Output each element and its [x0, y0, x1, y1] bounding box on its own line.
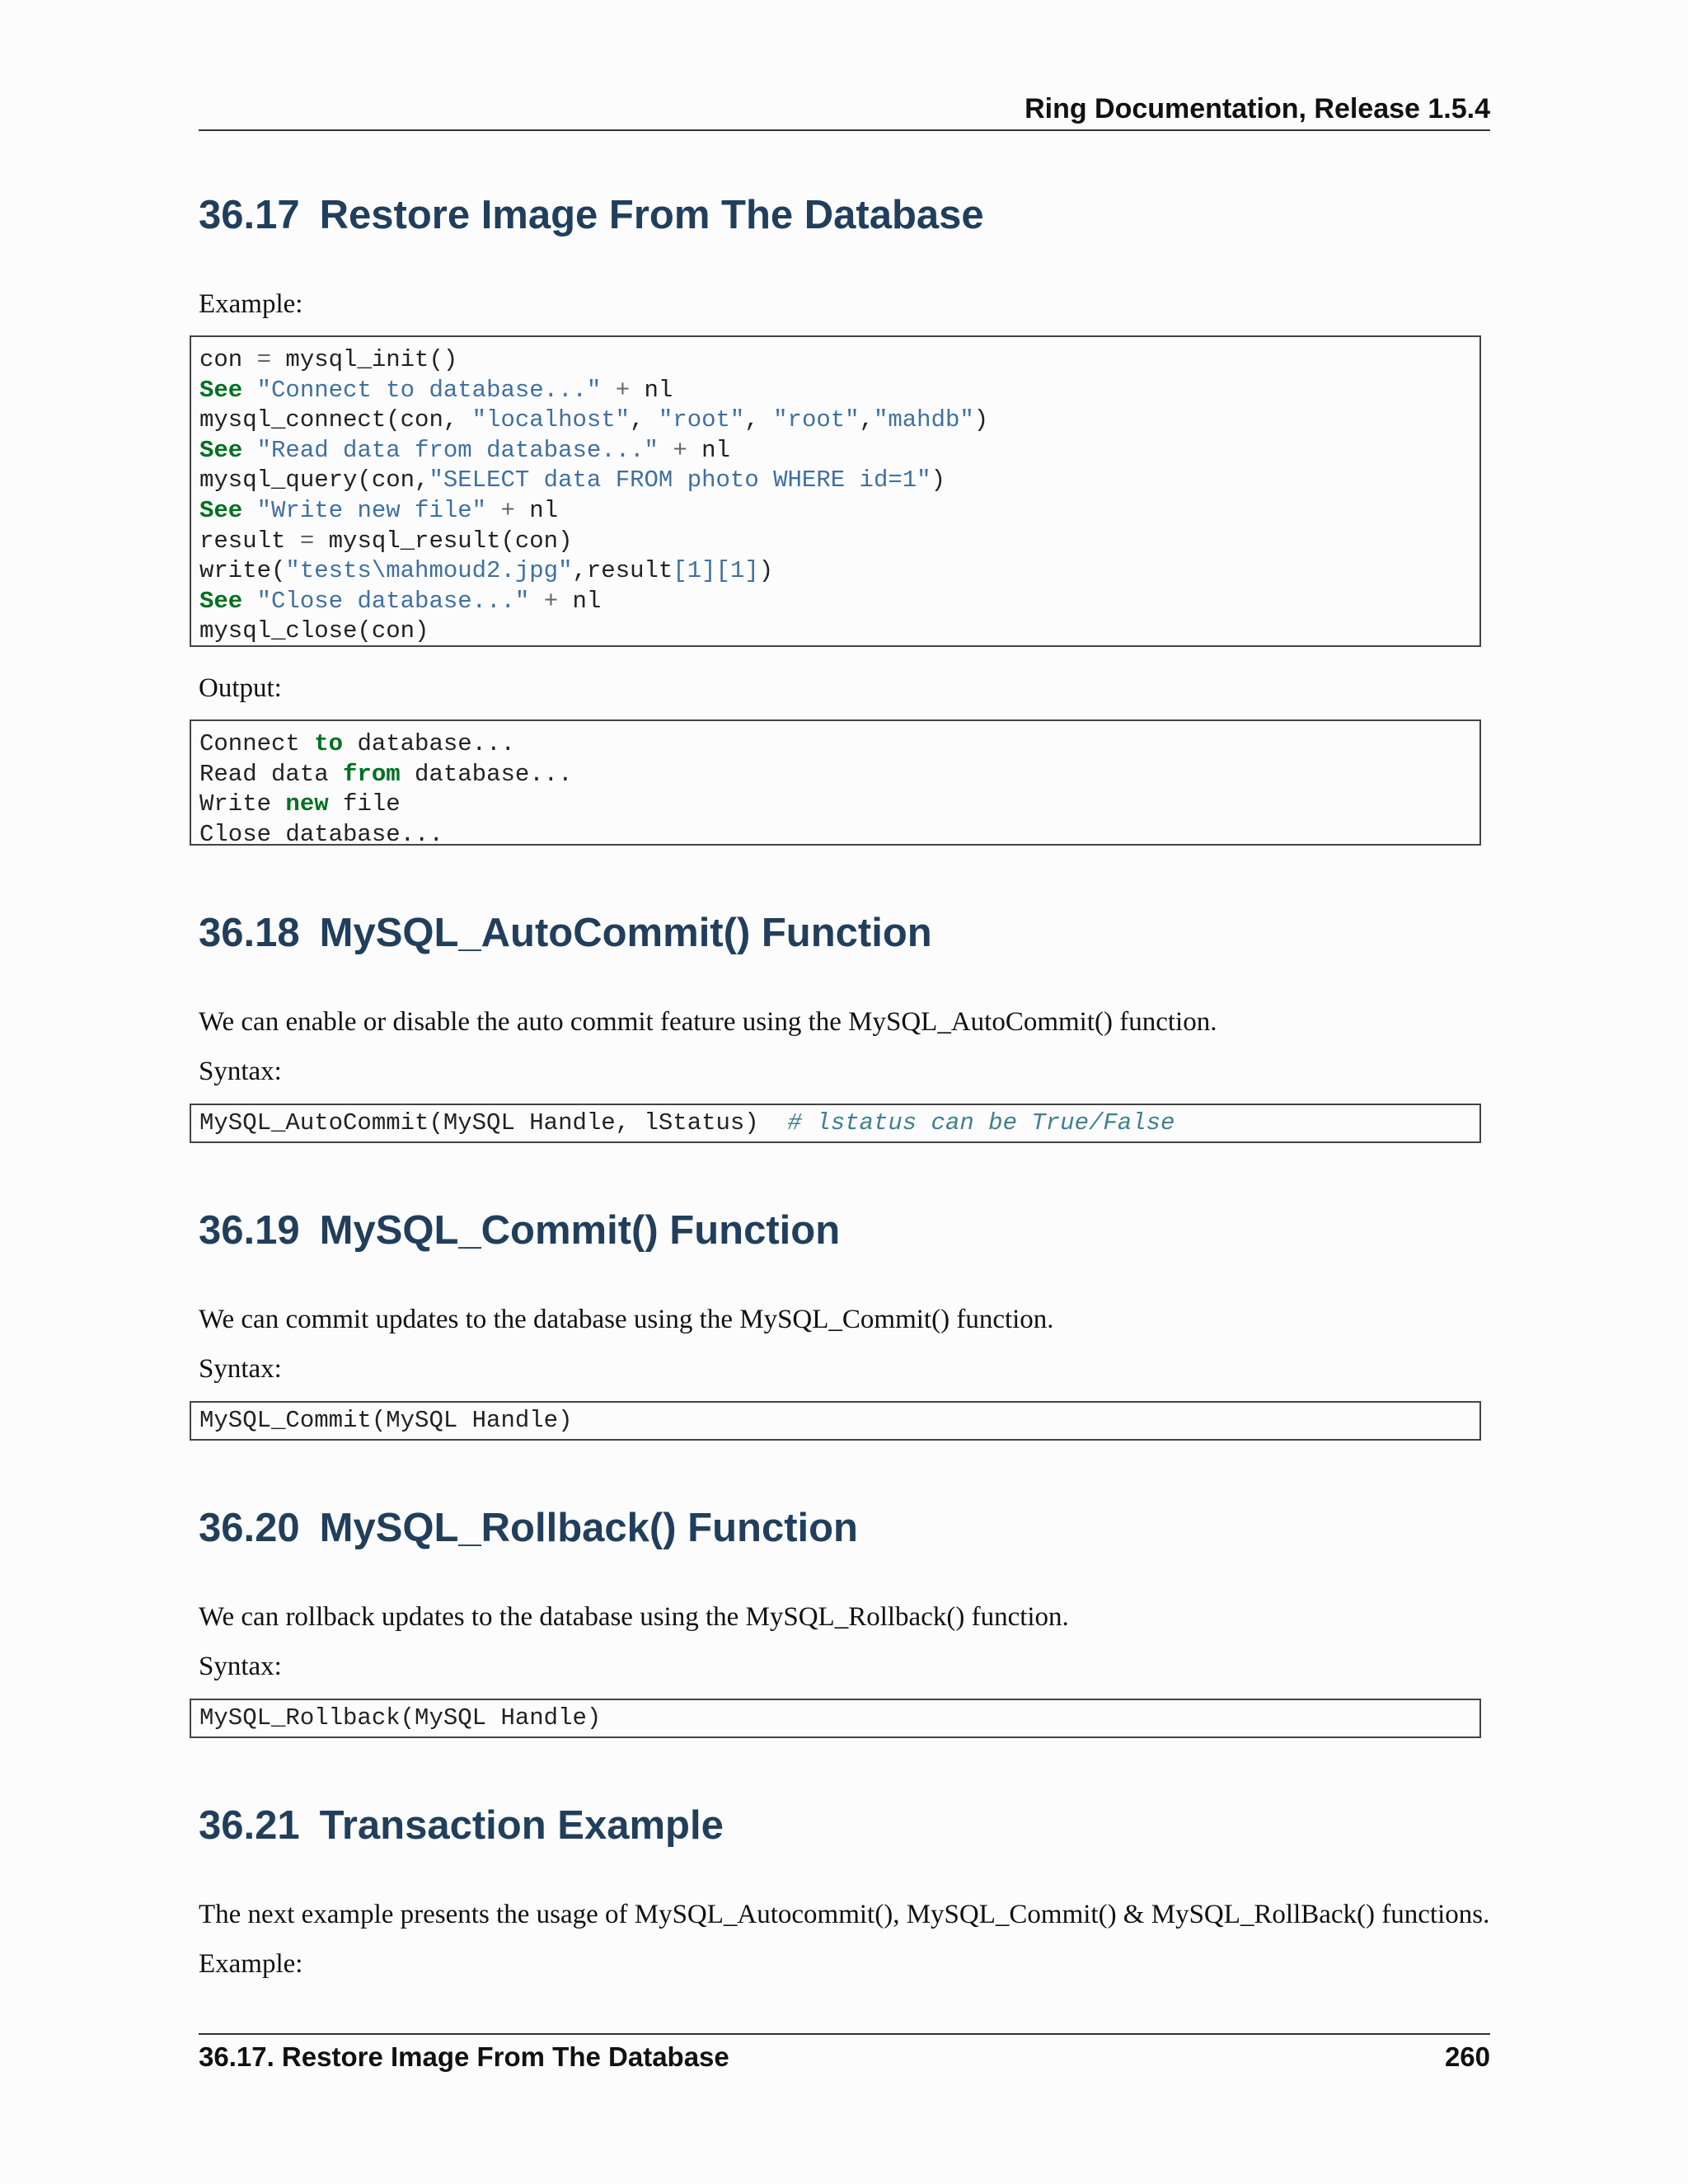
code-token: nl: [558, 587, 602, 615]
code-token: mysql_close(con): [199, 617, 429, 645]
code-token: from: [343, 760, 401, 788]
section-body: We can commit updates to the database using the MySQL_Commit() function.: [199, 1305, 1054, 1334]
code-token: mysql_connect(con,: [199, 406, 472, 434]
syntax-block-rollback: [190, 1699, 1481, 1738]
code-token: +: [615, 376, 631, 404]
section-number: 36.20: [199, 1506, 300, 1550]
code-token: "root": [773, 406, 860, 434]
section-body: The next example presents the usage of MySQL_Autocommit(), MySQL_Commit() & MySQL_RollBack() functions.: [199, 1900, 1490, 1929]
header-divider: [199, 129, 1490, 131]
code-token: [659, 437, 673, 464]
syntax-label: Syntax:: [199, 1652, 282, 1681]
code-token: con: [199, 346, 257, 373]
code-token: See: [199, 496, 243, 524]
code-token: [242, 497, 256, 524]
code-token: See: [199, 436, 243, 464]
section-heading-36-21: [199, 1802, 724, 1849]
code-line: [199, 730, 515, 757]
code-token: # lstatus can be True/False: [787, 1109, 1175, 1137]
syntax-block-autocommit: [190, 1104, 1481, 1143]
code-line: [199, 527, 573, 555]
syntax-block-commit: [190, 1401, 1481, 1441]
footer-section-title: 36.17. Restore Image From The Database: [199, 2041, 729, 2072]
code-line: [199, 437, 730, 464]
footer-divider: [199, 2033, 1490, 2035]
code-token: "Write new file": [256, 496, 487, 524]
code-token: +: [543, 587, 559, 615]
code-token: MySQL_AutoCommit(MySQL Handle, lStatus): [199, 1109, 788, 1137]
section-number: 36.19: [199, 1208, 300, 1253]
output-block: [190, 719, 1481, 846]
code-token: new: [285, 790, 329, 818]
example-label: Example:: [199, 289, 303, 319]
code-token: ,result: [572, 557, 673, 585]
page-number: 260: [1444, 2041, 1490, 2072]
code-line: [199, 1704, 601, 1732]
section-body: We can enable or disable the auto commit feature using the MySQL_AutoCommit() function.: [199, 1007, 1217, 1037]
code-token: ,: [630, 406, 659, 434]
output-label: Output:: [199, 673, 282, 703]
code-token: "tests\mahmoud2.jpg": [285, 557, 573, 585]
code-token: MySQL_Rollback(MySQL Handle): [199, 1704, 602, 1732]
code-token: "Connect to database...": [256, 376, 602, 404]
code-line: [199, 466, 945, 494]
document-page: [199, 0, 1490, 2184]
syntax-label: Syntax:: [199, 1057, 282, 1086]
code-token: "Close database...": [256, 587, 530, 615]
code-token: See: [199, 587, 243, 615]
section-number: 36.21: [199, 1803, 300, 1848]
code-token: Read data: [199, 760, 344, 788]
code-line: [199, 497, 558, 524]
code-token: See: [199, 376, 243, 404]
code-token: [601, 377, 615, 404]
code-token: result: [199, 527, 300, 555]
code-token: ,: [859, 406, 874, 434]
code-block-restore-image: [190, 335, 1481, 647]
code-token: [242, 377, 256, 404]
section-body: We can rollback updates to the database using the MySQL_Rollback() function.: [199, 1602, 1069, 1632]
code-token: [242, 588, 256, 615]
code-line: [199, 761, 573, 788]
code-token: MySQL_Commit(MySQL Handle): [199, 1407, 573, 1434]
code-token: [486, 497, 500, 524]
section-title: MySQL_Rollback() Function: [319, 1506, 858, 1550]
code-token: write(: [199, 557, 286, 585]
code-token: "Read data from database...": [256, 436, 659, 464]
section-heading-36-20: [199, 1505, 858, 1551]
running-header: Ring Documentation, Release 1.5.4: [1025, 93, 1490, 124]
code-token: "mahdb": [873, 406, 974, 434]
code-token: file: [328, 790, 401, 818]
section-heading-36-18: [199, 910, 932, 956]
code-line: [199, 557, 773, 584]
code-token: mysql_result(con): [314, 527, 573, 555]
code-line: [199, 588, 601, 615]
code-token: +: [673, 436, 687, 464]
code-token: "localhost": [471, 406, 631, 434]
code-token: nl: [514, 496, 559, 524]
code-token: [1][1]: [673, 557, 759, 585]
code-token: mysql_init(): [271, 346, 458, 373]
code-token: database...: [400, 760, 573, 788]
code-token: Connect: [199, 730, 315, 757]
code-token: "SELECT data FROM photo WHERE id=1": [429, 466, 931, 494]
code-token: =: [299, 527, 315, 555]
code-token: mysql_query(con,: [199, 466, 429, 494]
code-token: Write: [199, 790, 286, 818]
code-token: to: [314, 730, 344, 757]
section-title: MySQL_AutoCommit() Function: [319, 911, 932, 955]
code-line: [199, 1407, 572, 1434]
syntax-label: Syntax:: [199, 1354, 282, 1384]
code-line: [199, 790, 401, 818]
code-token: ): [758, 557, 774, 585]
code-token: ,: [744, 406, 774, 434]
code-token: "root": [658, 406, 745, 434]
code-line: [199, 617, 429, 644]
code-token: =: [256, 346, 272, 373]
code-token: database...: [343, 730, 515, 757]
section-title: Restore Image From The Database: [319, 193, 984, 237]
section-title: MySQL_Commit() Function: [319, 1208, 841, 1253]
code-token: Close database...: [199, 820, 443, 846]
code-token: ): [931, 466, 945, 494]
code-line: [199, 406, 988, 434]
section-heading-36-17: [199, 192, 984, 238]
code-line: [199, 821, 443, 846]
code-token: +: [500, 496, 515, 524]
code-line: [199, 346, 457, 373]
code-line: [199, 1109, 1175, 1137]
example-label: Example:: [199, 1949, 303, 1979]
code-token: [529, 588, 543, 615]
section-number: 36.17: [199, 193, 300, 237]
section-title: Transaction Example: [319, 1803, 724, 1848]
code-token: ): [973, 406, 989, 434]
code-token: nl: [630, 376, 673, 404]
section-heading-36-19: [199, 1207, 840, 1254]
code-token: [242, 437, 256, 464]
section-number: 36.18: [199, 911, 300, 955]
code-line: [199, 377, 673, 404]
code-token: nl: [687, 436, 730, 464]
